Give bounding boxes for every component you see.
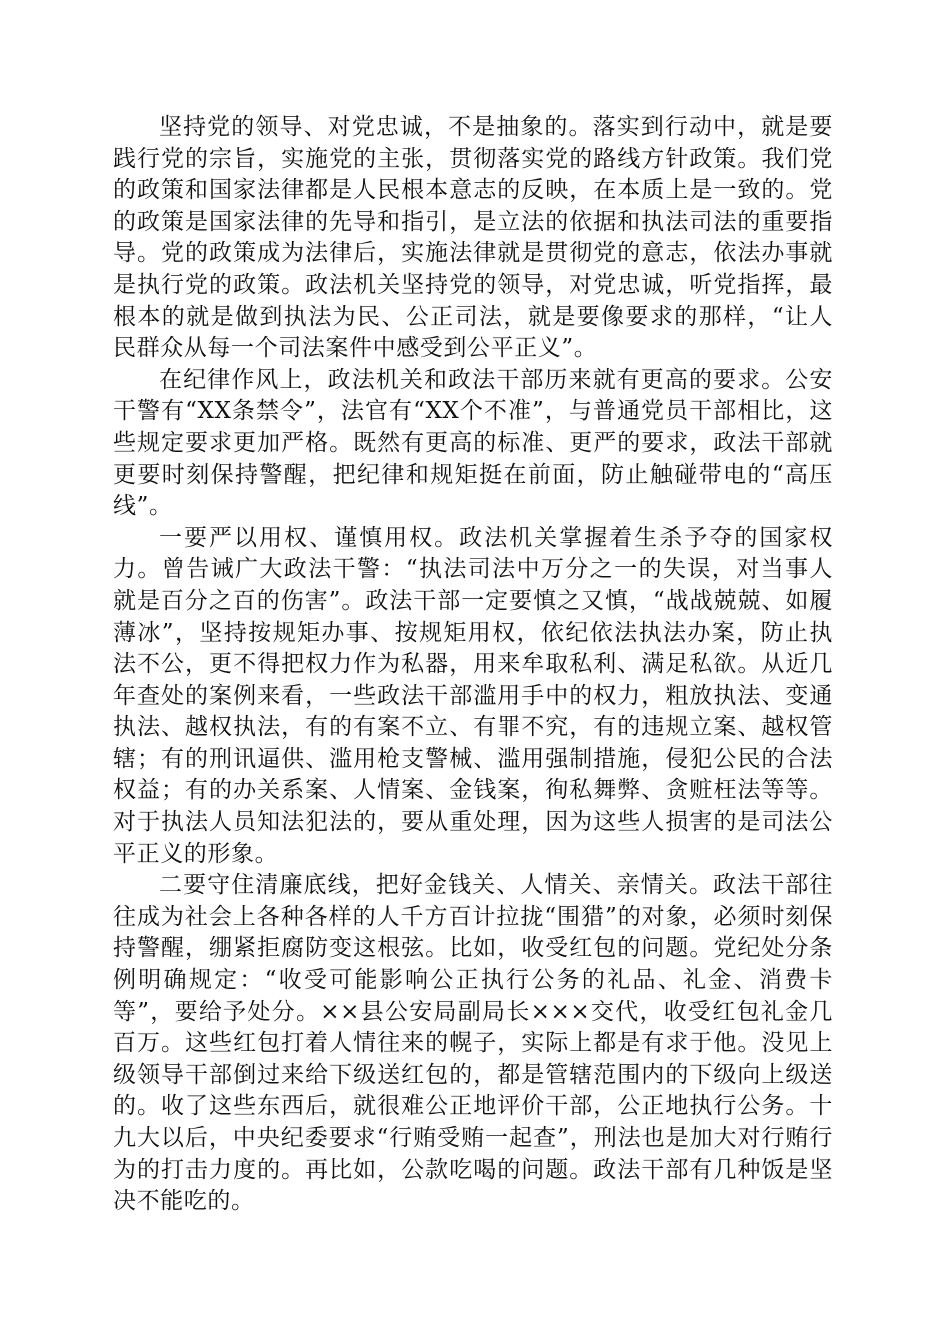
paragraph-discipline: 在纪律作风上，政法机关和政法干部历来就有更高的要求。公安干警有“XX条禁令”，法官有“XX个不准”，与普通党员干部相比，这些规定要求更加严格。既然有更高的标准、更严的要求，政法干部就更要时刻保持警醒，把纪律和规矩挺在前面，防止触碰带电的“高压线”。 — [113, 366, 833, 520]
paragraph-party-leadership: 坚持党的领导、对党忠诚，不是抽象的。落实到行动中，就是要践行党的宗旨，实施党的主张，贯彻落实党的路线方针政策。我们党的政策和国家法律都是人民根本意志的反映，在本质上是一致的。党的政策是国家法律的先导和指引，是立法的依据和执法司法的重要指导。党的政策成为法律后，实施法律就是贯彻党的意志，依法办事就是执行党的政策。政法机关坚持党的领导，对党忠诚，听党指挥，最根本的就是做到执法为民、公正司法，就是要像要求的那样，“让人民群众从每一个司法案件中感受到公平正义”。 — [113, 114, 833, 362]
paragraph-integrity: 二要守住清廉底线，把好金钱关、人情关、亲情关。政法干部往往成为社会上各种各样的人千方百计拉拢“围猎”的对象，必须时刻保持警醒，绷紧拒腐防变这根弦。比如，收受红包的问题。党纪处分条例明确规定：“收受可能影响公正执行公务的礼品、礼金、消费卡等”，要给予处分。××县公安局副局长×××交代，收受红包礼金几百万。这些红包打着人情往来的幌子，实际上都是有求于他。没见上级领导干部倒过来给下级送红包的，都是管辖范围内的下级向上级送的。收了这些东西后，就很难公正地评价干部，公正地执行公务。十九大以后，中央纪委要求“行贿受贿一起查”，刑法也是加大对行贿行为的打击力度的。再比如，公款吃喝的问题。政法干部有几种饭是坚决不能吃的。 — [113, 872, 833, 1215]
document-body — [113, 112, 833, 1218]
paragraph-power-use: 一要严以用权、谨慎用权。政法机关掌握着生杀予夺的国家权力。曾告诫广大政法干警：“执法司法中万分之一的失误，对当事人就是百分之百的伤害”。政法干部一定要慎之又慎，“战战兢兢、如履薄冰”，坚持按规矩办事、按规矩用权，依纪依法执法办案，防止执法不公，更不得把权力作为私器，用来牟取私利、满足私欲。从近几年查处的案例来看，一些政法干部滥用手中的权力，粗放执法、变通执法、越权执法，有的有案不立、有罪不究，有的违规立案、越权管辖；有的刑讯逼供、滥用枪支警械、滥用强制措施，侵犯公民的合法权益；有的办关系案、人情案、金钱案，徇私舞弊、贪赃枉法等等。对于执法人员知法犯法的，要从重处理，因为这些人损害的是司法公平正义的形象。 — [113, 524, 833, 867]
